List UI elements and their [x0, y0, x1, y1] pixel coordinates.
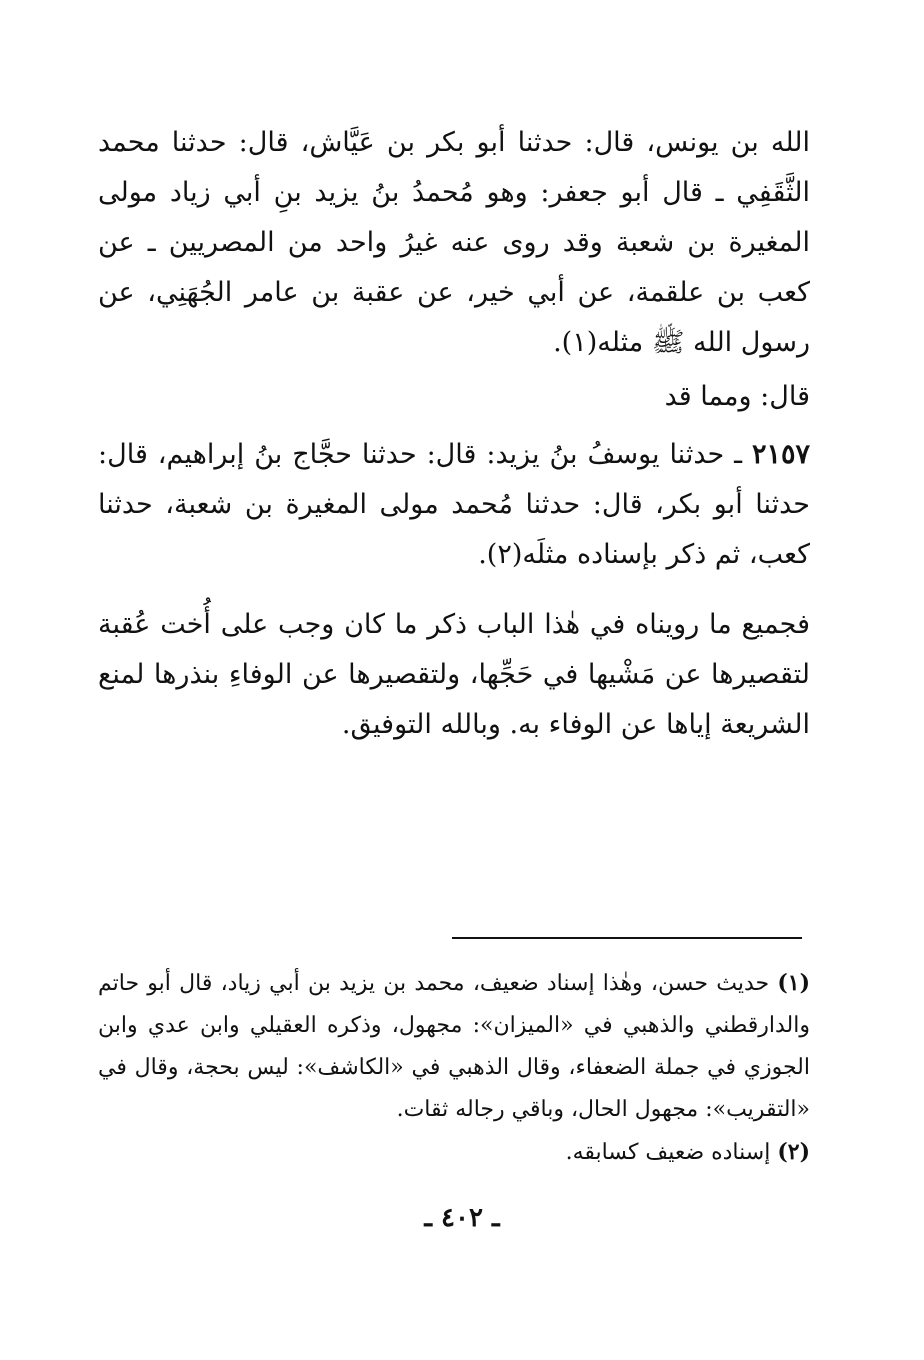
hadith-number: ٢١٥٧	[751, 439, 810, 470]
paragraph-text: قال: ومما قد	[664, 381, 810, 412]
footnote-item	[98, 1131, 810, 1174]
footnote-text: حديث حسن، وهٰذا إسناد ضعيف، محمد بن يزيد بن أبي زياد، قال أبو حاتم والدارقطني والذهبي في «الميزان»: مجهول، وذكره العقيلي وابن عدي وابن الجوزي في جملة الضعفاء، وقال الذهبي في «الكاشف»: ليس بحجة، وقال في «التقريب»: مجهول الحال، وباقي رجاله ثقات.	[98, 971, 810, 1122]
paragraph-text: الله بن يونس، قال: حدثنا أبو بكر بن عَيَّاش، قال: حدثنا محمد الثَّقَفِي ـ قال أبو جعفر: وهو مُحمدُ بنُ يزيد بنِ أبي زياد مولى المغيرة بن شعبة وقد روى عنه غيرُ واحد من المصريين ـ عن كعب بن علقمة، عن أبي خير، عن عقبة بن عامر الجُهَنِي، عن رسول الله ﷺ مثله(١).	[98, 127, 810, 358]
footnote-divider	[452, 937, 802, 939]
footnote-text: إسناده ضعيف كسابقه.	[565, 1140, 778, 1165]
hadith-text: ـ حدثنا يوسفُ بنُ يزيد: قال: حدثنا حجَّاج بنُ إبراهيم، قال: حدثنا أبو بكر، قال: حدثنا مُحمد مولى المغيرة بن شعبة، حدثنا كعب، ثم ذكر بإسناده مثلَه(٢).	[98, 439, 810, 570]
paragraph-hadith-continuation	[98, 118, 810, 368]
paragraph-text: فجميع ما رويناه في هٰذا الباب ذكر ما كان وجب على أُخت عُقبة لتقصيرها عن مَشْيها في حَجِّها، ولتقصيرها عن الوفاءِ بنذرها لمنع الشريعة إياها عن الوفاء به. وبالله التوفيق.	[98, 609, 810, 740]
footnotes	[98, 962, 810, 1174]
paragraph-text	[98, 430, 810, 580]
footnote-item	[98, 962, 810, 1131]
paragraph-conclusion	[98, 600, 810, 750]
paragraph-hadith-2157	[98, 430, 810, 580]
page-number: ـ ٤٠٢ ـ	[424, 1203, 500, 1233]
footnote-mark: (١)	[777, 970, 810, 996]
footnote-mark: (٢)	[777, 1139, 810, 1165]
paragraph-transition	[98, 372, 810, 422]
